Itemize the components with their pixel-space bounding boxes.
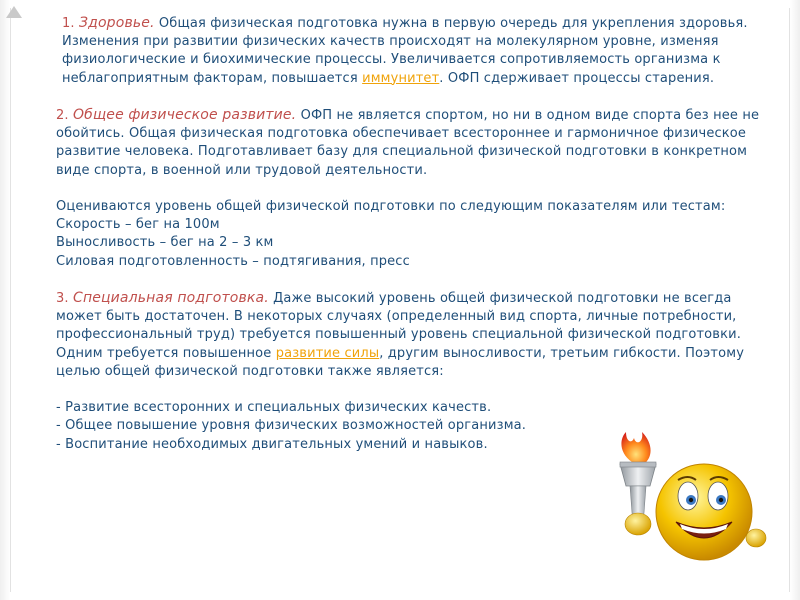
goal-item: - Общее повышение уровня физических возможностей организма. <box>56 418 527 434</box>
assessment-intro: Оцениваются уровень общей физической подготовки по следующим показателям или тестам: <box>56 199 726 214</box>
right-edge-shade <box>790 0 800 600</box>
section-number: 2. <box>56 108 69 123</box>
paragraph-general-development <box>56 106 776 180</box>
paragraph-text: Общая физическая подготовка нужна в первую очередь для укрепления здоровья. Изменения при развитии физических качеств происходят на молекулярном уровне, изменяя физиологические и биохимические процессы. Увеличивается сопротивляемость организма к неблагоприятным факторам, повышается <box>62 16 748 86</box>
section-heading: Здоровье. <box>79 15 155 31</box>
left-edge-shade <box>0 0 10 600</box>
corner-triangle-icon <box>6 6 22 18</box>
goal-item: - Развитие всесторонних и специальных физических качеств. <box>56 400 492 416</box>
section-number: 3. <box>56 291 69 306</box>
test-item: Выносливость – бег на 2 – 3 км <box>56 235 274 251</box>
goal-item: - Воспитание необходимых двигательных умений и навыков. <box>56 436 488 452</box>
paragraph-text: ОФП не является спортом, но ни в одном виде спорта без нее не обойтись. Общая физическая подготовка обеспечивает всестороннее и гармоничное физическое развитие человека. Подготавливает базу для специальной физической подготовки в конкретном виде спорта, в военной или трудовой деятельности. <box>56 108 760 178</box>
section-heading: Общее физическое развитие. <box>73 107 297 123</box>
test-item: Скорость – бег на 100м <box>56 217 220 233</box>
section-number: 1. <box>62 16 75 31</box>
slide-body-text <box>56 14 776 454</box>
immunity-link[interactable]: иммунитет <box>362 70 440 86</box>
paragraph-health <box>56 14 776 88</box>
smiley-torch-illustration <box>596 430 776 580</box>
paragraph-text: , другим выносливости, третьим гибкости. Поэтому целью общей физической подготовки также является: <box>56 345 745 379</box>
strength-development-link[interactable]: развитие силы <box>275 345 380 361</box>
paragraph-special-training <box>56 289 776 381</box>
section-heading: Специальная подготовка. <box>73 290 269 306</box>
paragraph-text: Даже высокий уровень общей физической подготовки не всегда может быть достаточен. В некоторых случаях (определенный вид спорта, личные потребности, профессиональный труд) требуется повышенный уровень специальной физической подготовки. Одним требуется повышенное <box>56 291 741 361</box>
smiley-torch-icon <box>596 430 776 580</box>
test-item: Силовая подготовленность – подтягивания, пресс <box>56 253 410 269</box>
paragraph-text: . ОФП сдерживает процессы старения. <box>439 70 715 86</box>
